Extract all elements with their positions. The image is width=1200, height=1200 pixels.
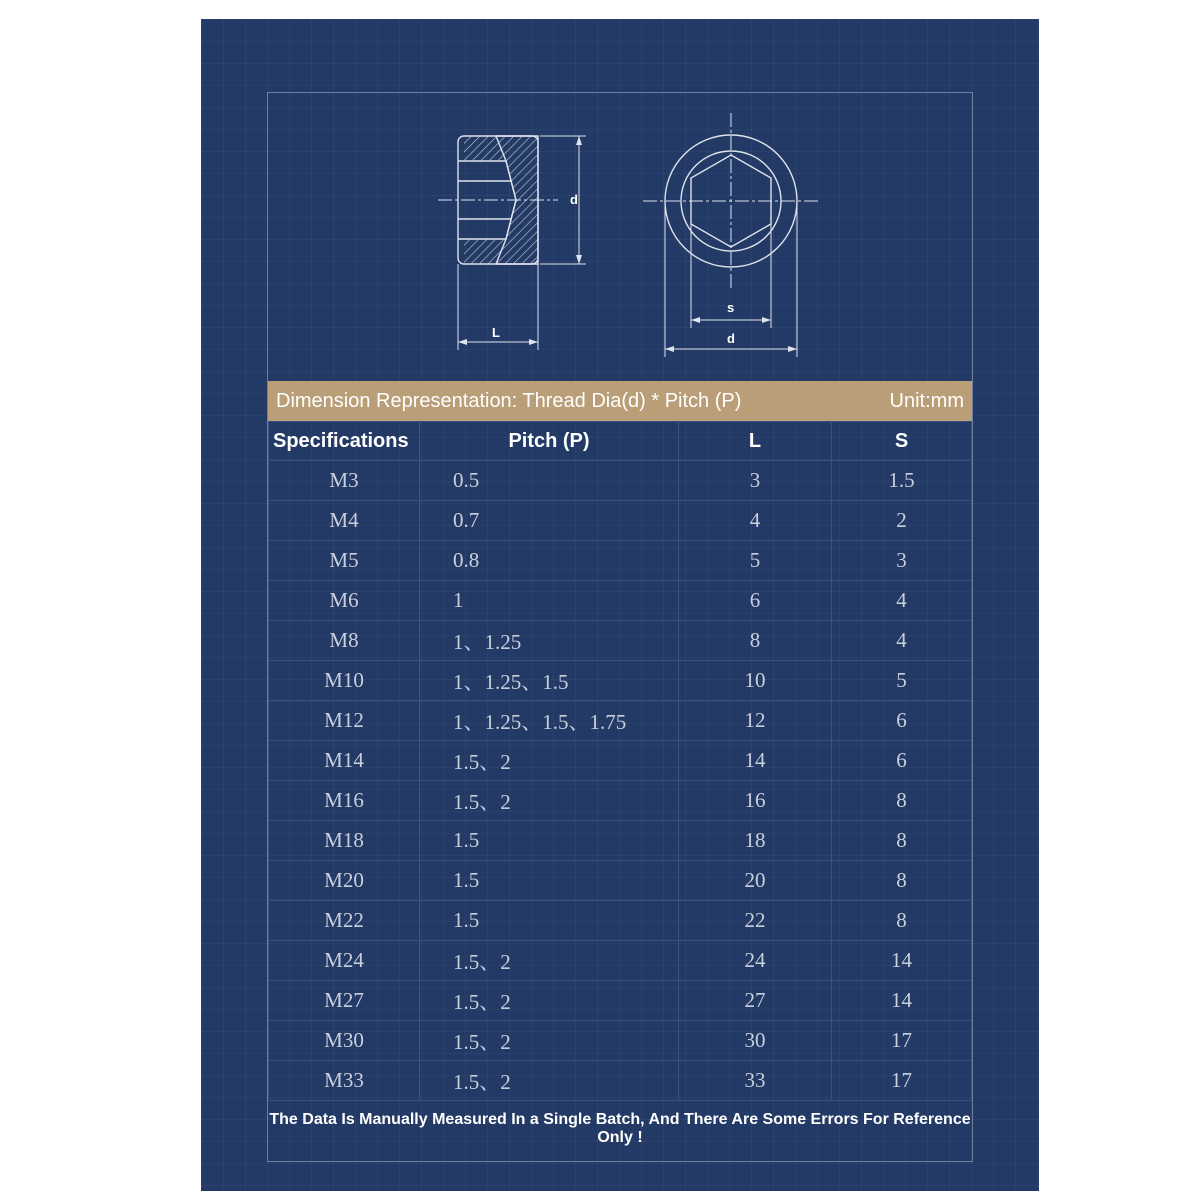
hex-size-cell: 4 [832, 581, 972, 621]
pitch-cell: 1.5、2 [420, 1061, 679, 1101]
length-cell: 16 [679, 781, 832, 821]
table-row [269, 461, 972, 501]
spec-cell: M33 [269, 1061, 420, 1101]
spec-cell: M22 [269, 901, 420, 941]
hex-size-cell: 3 [832, 541, 972, 581]
table-row [269, 581, 972, 621]
spec-sheet-panel [201, 19, 1039, 1191]
length-cell: 33 [679, 1061, 832, 1101]
hex-size-cell: 2 [832, 501, 972, 541]
spec-cell: M6 [269, 581, 420, 621]
pitch-cell: 1、1.25 [420, 621, 679, 661]
hex-size-cell: 8 [832, 901, 972, 941]
hex-size-cell: 1.5 [832, 461, 972, 501]
length-cell: 12 [679, 701, 832, 741]
spec-cell: M3 [269, 461, 420, 501]
spec-cell: M18 [269, 821, 420, 861]
length-cell: 14 [679, 741, 832, 781]
length-cell: 24 [679, 941, 832, 981]
pitch-cell: 1.5、2 [420, 741, 679, 781]
spec-cell: M30 [269, 1021, 420, 1061]
table-body [269, 461, 972, 1101]
length-cell: 30 [679, 1021, 832, 1061]
column-header-specifications: Specifications [269, 422, 420, 461]
spec-cell: M16 [269, 781, 420, 821]
pitch-cell: 1、1.25、1.5 [420, 661, 679, 701]
table-row [269, 501, 972, 541]
unit-label: Unit:mm [889, 389, 964, 412]
table-row [269, 701, 972, 741]
spec-sheet-frame [267, 92, 973, 1162]
side-d-label: d [570, 192, 578, 207]
hex-size-cell: 17 [832, 1061, 972, 1101]
column-header-pitch: Pitch (P) [420, 422, 679, 461]
length-cell: 8 [679, 621, 832, 661]
hex-size-cell: 14 [832, 941, 972, 981]
pitch-cell: 0.7 [420, 501, 679, 541]
table-row [269, 781, 972, 821]
hex-size-cell: 4 [832, 621, 972, 661]
table-row [269, 821, 972, 861]
spec-cell: M10 [269, 661, 420, 701]
spec-cell: M4 [269, 501, 420, 541]
table-row [269, 1021, 972, 1061]
column-header-s: S [832, 422, 972, 461]
pitch-cell: 1.5、2 [420, 1021, 679, 1061]
length-cell: 18 [679, 821, 832, 861]
dimension-header-band [268, 381, 972, 421]
pitch-cell: 1.5 [420, 821, 679, 861]
table-header-row [269, 422, 972, 461]
hex-size-cell: 5 [832, 661, 972, 701]
hex-size-cell: 8 [832, 821, 972, 861]
spec-table [268, 421, 972, 1101]
spec-cell: M8 [269, 621, 420, 661]
spec-cell: M5 [269, 541, 420, 581]
measurement-note: The Data Is Manually Measured In a Single Batch, And There Are Some Errors For Reference Only ! [269, 1111, 971, 1146]
hex-size-cell: 6 [832, 741, 972, 781]
pitch-cell: 0.5 [420, 461, 679, 501]
pitch-cell: 1.5 [420, 901, 679, 941]
length-cell: 20 [679, 861, 832, 901]
side-view [438, 136, 586, 350]
length-label: L [492, 325, 500, 340]
table-row [269, 941, 972, 981]
hex-size-cell: 8 [832, 781, 972, 821]
hex-size-cell: 17 [832, 1021, 972, 1061]
pitch-cell: 1 [420, 581, 679, 621]
hex-size-cell: 14 [832, 981, 972, 1021]
table-row [269, 901, 972, 941]
hex-size-label: s [727, 300, 735, 315]
length-cell: 6 [679, 581, 832, 621]
table-row [269, 1061, 972, 1101]
pitch-cell: 1.5、2 [420, 981, 679, 1021]
table-row [269, 861, 972, 901]
front-d-label: d [727, 331, 735, 346]
length-cell: 3 [679, 461, 832, 501]
dimension-title: Dimension Representation: Thread Dia(d) * Pitch (P) [276, 389, 742, 412]
front-view [643, 113, 819, 357]
pitch-cell: 1.5、2 [420, 781, 679, 821]
spec-cell: M14 [269, 741, 420, 781]
pitch-cell: 1.5、2 [420, 941, 679, 981]
length-cell: 5 [679, 541, 832, 581]
spec-cell: M20 [269, 861, 420, 901]
pitch-cell: 0.8 [420, 541, 679, 581]
hex-size-cell: 8 [832, 861, 972, 901]
column-header-l: L [679, 422, 832, 461]
spec-cell: M24 [269, 941, 420, 981]
length-cell: 27 [679, 981, 832, 1021]
length-cell: 22 [679, 901, 832, 941]
pitch-cell: 1.5 [420, 861, 679, 901]
spec-cell: M27 [269, 981, 420, 1021]
plug-drawing-svg [268, 93, 974, 380]
hex-size-cell: 6 [832, 701, 972, 741]
table-row [269, 741, 972, 781]
table-row [269, 981, 972, 1021]
spec-cell: M12 [269, 701, 420, 741]
technical-drawing [268, 93, 974, 380]
table-row [269, 621, 972, 661]
table-row [269, 541, 972, 581]
length-cell: 10 [679, 661, 832, 701]
table-row [269, 661, 972, 701]
length-cell: 4 [679, 501, 832, 541]
pitch-cell: 1、1.25、1.5、1.75 [420, 701, 679, 741]
